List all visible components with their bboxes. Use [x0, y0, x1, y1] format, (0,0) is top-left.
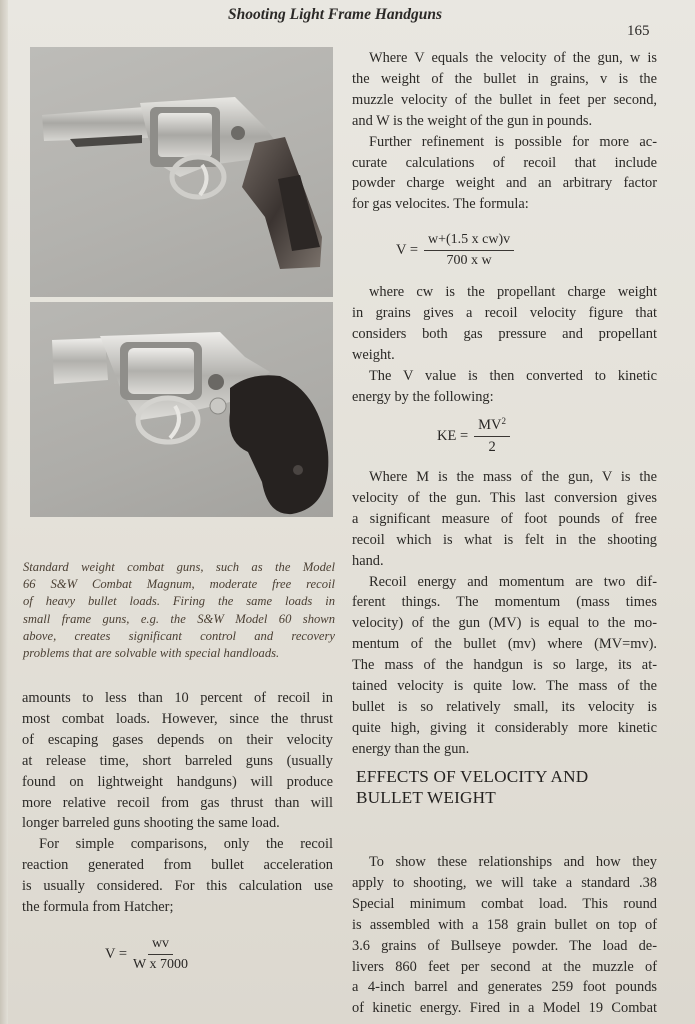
- caption-line: small frame guns, e.g. the S&W Model 60 shown: [23, 611, 335, 626]
- page-number: 165: [627, 23, 650, 39]
- left-column-text: [22, 688, 333, 918]
- caption-line: of heavy bullet loads. Firing the same loads in: [23, 594, 335, 609]
- text-line: Recoil energy and momentum are two dif-: [369, 573, 657, 590]
- text-line: for gas velocites. The formula:: [352, 196, 529, 213]
- text-line: weight.: [352, 346, 395, 363]
- text-line: of kinetic energy. Fired in a Model 19 Combat: [352, 1000, 657, 1017]
- running-head: Shooting Light Frame Handguns: [228, 6, 443, 23]
- caption-line: 66 S&W Combat Magnum, moderate free recoil: [23, 577, 335, 592]
- hatcher-formula: [105, 936, 188, 973]
- text-line: 3.6 grains of Bullseye powder. The load de-: [352, 937, 657, 954]
- text-line: hand.: [352, 552, 384, 569]
- text-line: in grains gives a recoil velocity figure that: [352, 304, 657, 321]
- text-line: recoil which is what is felt in the shooting: [352, 531, 657, 548]
- formula-numerator: [474, 416, 510, 437]
- kinetic-energy-formula: [437, 416, 510, 456]
- text-line: powder charge weight and an arbitrary factor: [352, 175, 657, 192]
- text-line: and W is the weight of the gun in pounds.: [352, 112, 593, 129]
- text-line: velocity of the gun. This last conversion gives: [352, 489, 657, 506]
- text-line: longer barreled guns shooting the same load.: [22, 815, 280, 832]
- text-line: of escaping gases depends on their velocity: [22, 731, 333, 748]
- text-line: most combat loads. However, since the thrust: [22, 710, 333, 727]
- formula-exponent: 2: [501, 416, 507, 426]
- text-line: found on lightweight handguns) will produce: [22, 773, 333, 790]
- text-line: apply to shooting, we will take a standard .38: [352, 874, 657, 891]
- text-line: The V value is then converted to kinetic: [369, 367, 657, 384]
- text-line: tained velocity is quite low. The mass of the: [352, 678, 657, 695]
- right-column-text-c: [352, 467, 657, 760]
- caption-line: above, creates significant control and recovery: [23, 628, 335, 643]
- formula-denominator: 700 x w: [446, 253, 492, 268]
- formula-denominator: 2: [488, 439, 496, 455]
- text-line: at release time, short barreled guns (usually: [22, 752, 333, 769]
- text-line: muzzle velocity of the bullet in feet per second,: [352, 91, 657, 108]
- text-line: reaction generated from bullet acceleration: [22, 857, 333, 874]
- formula-numerator: w+(1.5 x cw)v: [424, 232, 514, 251]
- formula-numerator-base: MV: [478, 417, 502, 433]
- text-line: where cw is the propellant charge weight: [369, 284, 657, 300]
- page-binding-edge: [0, 0, 8, 1024]
- refined-recoil-formula: [396, 232, 514, 269]
- text-line: a significant measure of foot pounds of free: [352, 510, 657, 527]
- right-column-text-a: [352, 48, 657, 215]
- section-heading: EFFECTS OF VELOCITY AND BULLET WEIGHT: [356, 767, 589, 807]
- text-line: mentum of the bullet (mv) where (MV=mv).: [352, 636, 657, 653]
- text-line: For simple comparisons, only the recoil: [39, 836, 333, 853]
- text-line: a 4-inch barrel and generates 259 foot pounds: [352, 979, 657, 996]
- formula-lhs: KE =: [437, 427, 469, 444]
- text-line: Where V equals the velocity of the gun, w is: [369, 50, 657, 66]
- text-line: the weight of the bullet in grains, v is the: [352, 70, 657, 87]
- revolver-illustration: [30, 302, 333, 517]
- revolver-model-66-photo: [30, 47, 333, 297]
- text-line: bullet is so relatively small, its velocity is: [352, 698, 657, 715]
- text-line: Further refinement is possible for more ac-: [369, 133, 657, 150]
- text-line: livers 860 feet per second at the muzzle of: [352, 958, 657, 975]
- formula-lhs: V =: [396, 242, 419, 258]
- formula-denominator: W x 7000: [133, 957, 188, 972]
- revolver-model-60-photo: [30, 302, 333, 517]
- formula-lhs: V =: [105, 946, 128, 962]
- text-line: ferent things. The momentum (mass times: [352, 594, 657, 611]
- text-line: amounts to less than 10 percent of recoil in: [22, 690, 333, 706]
- revolver-illustration: [30, 47, 333, 297]
- text-line: Special minimum combat load. This round: [352, 895, 657, 912]
- text-line: velocity) of the gun (MV) is equal to the mo-: [352, 615, 657, 632]
- text-line: The mass of the handgun is so large, its at-: [352, 657, 657, 674]
- text-line: To show these relationships and how they: [369, 854, 657, 870]
- caption-line: problems that are solvable with special handloads.: [23, 646, 280, 661]
- text-line: the formula from Hatcher;: [22, 899, 174, 916]
- text-line: Where M is the mass of the gun, V is the: [369, 469, 657, 485]
- formula-fraction: [133, 936, 188, 973]
- text-line: energy than the gun.: [352, 740, 470, 757]
- text-line: more relative recoil from gas thrust than will: [22, 794, 333, 811]
- formula-fraction: [474, 416, 510, 456]
- right-column-text-d: [352, 852, 657, 1019]
- text-line: is assembled with a 158 grain bullet on top of: [352, 916, 657, 933]
- text-line: curate calculations of recoil that include: [352, 154, 657, 171]
- text-line: energy by the following:: [352, 388, 494, 405]
- text-line: considers both gas pressure and propellant: [352, 325, 657, 342]
- text-line: is usually considered. For this calculation use: [22, 878, 333, 895]
- right-column-text-b: [352, 282, 657, 407]
- caption-line: Standard weight combat guns, such as the Model: [23, 560, 335, 574]
- figure-caption: [23, 559, 335, 662]
- formula-numerator: wv: [148, 936, 173, 955]
- text-line: quite high, giving it considerably more kinetic: [352, 719, 657, 736]
- formula-fraction: [424, 232, 514, 269]
